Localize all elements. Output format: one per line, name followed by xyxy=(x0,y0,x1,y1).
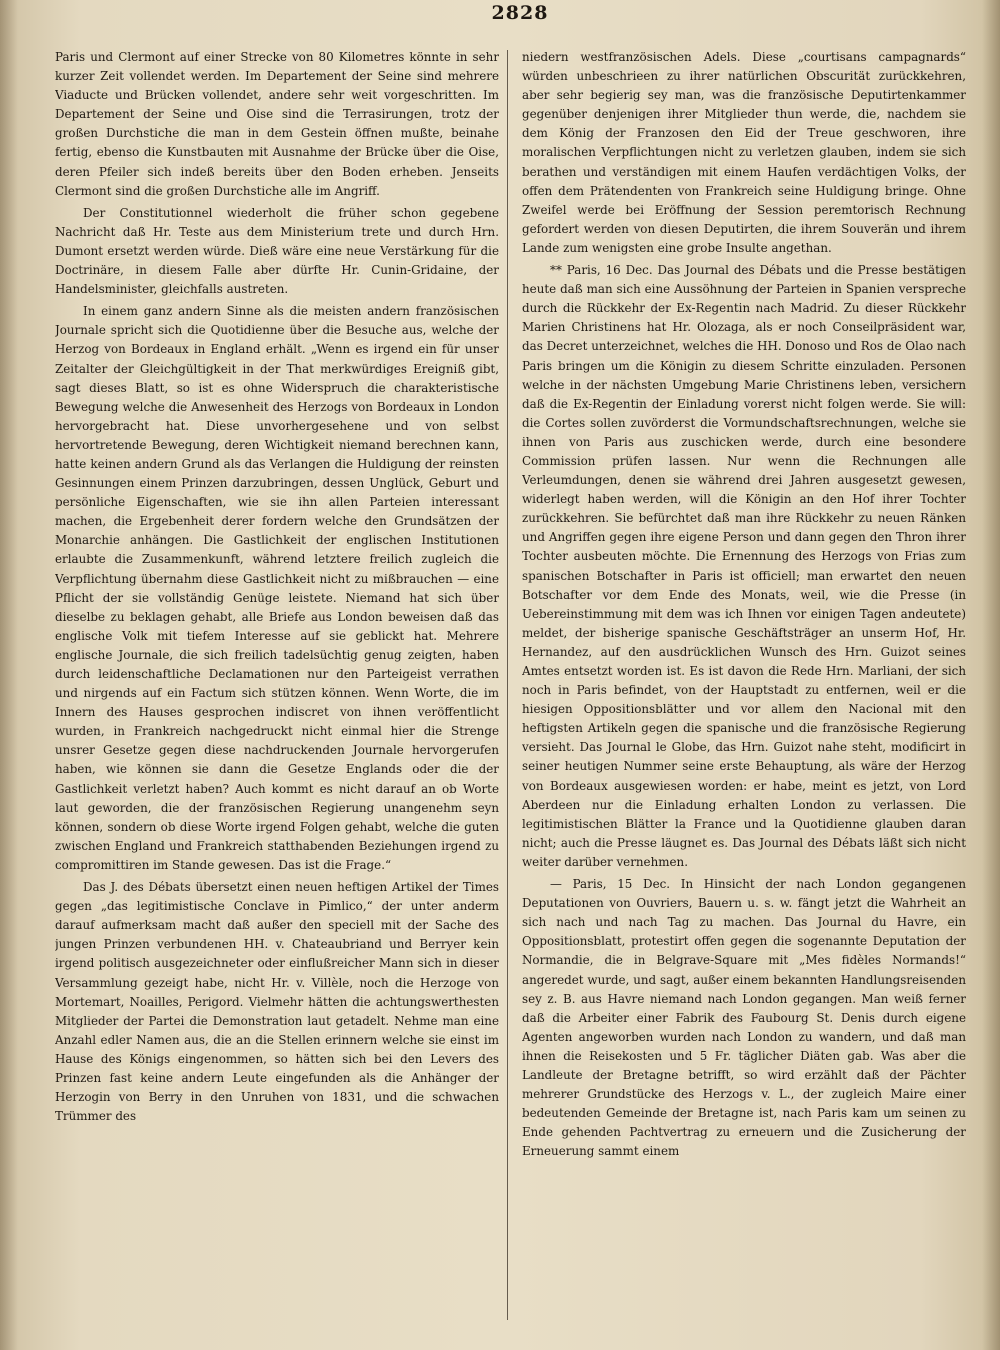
column-divider xyxy=(507,50,508,1320)
article-paragraph: In einem ganz andern Sinne als die meisten andern französischen Journale spricht sich die Quotidienne über die Besuche aus, welche der Herzog von Bordeaux in England erhält. „Wenn es irgend ein für unser Zeitalter der Gleichgültigkeit in der That merkwürdiges Ereigniß gibt, sagt dieses Blatt, so ist es ohne Widerspruch die charakteristische Bewegung welche die Anwesenheit des Herzogs von Bordeaux in London hervorgebracht hat. Diese unvorhergesehene und von selbst hervortretende Bewegung, deren Wichtigkeit niemand berechnen kann, hatte keinen andern Grund als das Verlangen die Huldigung der reinsten Gesinnungen einem Prinzen darzubringen, dessen Unglück, Geburt und persönliche Eigenschaften, wie sie ihn allen Parteien interessant machen, die Ergebenheit derer fordern welche den Grundsätzen der Monarchie anhängen. Die Gastlichkeit der englischen Institutionen erlaubte die Zusammenkunft, während letztere freilich zugleich die Verpflichtung übernahm diese Gastlichkeit nicht zu mißbrauchen — eine Pflicht der sie vollständig Genüge leistete. Niemand hat sich über dieselbe zu beklagen gehabt, alle Briefe aus London beweisen daß das englische Volk mit tiefem Interesse auf sie geblickt hat. Mehrere englische Journale, die sich freilich tadelsüchtig genug zeigten, haben durch leidenschaftliche Declamationen nur den Parteigeist verrathen und nirgends auf ein Factum sich stützen können. Wenn Worte, die im Innern des Hauses gesprochen indiscret von ihnen veröffentlicht wurden, in Frankreich nachgedruckt nicht einmal hier die Strenge unsrer Gesetze gegen diese nachdruckenden Journale hervorgerufen haben, wie können sie dann die Gesetze Englands oder die der Gastlichkeit verletzt haben? Auch kommt es nicht darauf an ob Worte laut geworden, die der französischen Regierung unangenehm seyn können, sondern ob diese Worte irgend Folgen gehabt, welche die guten zwischen England und Frankreich statthabenden Beziehungen irgend zu compromittiren im Stande gewesen. Das ist die Frage.“ xyxy=(55,304,499,872)
article-paragraph: Paris und Clermont auf einer Strecke von 80 Kilometres könnte in sehr kurzer Zeit vollendet werden. Im Departement der Seine sind mehrere Viaducte und Brücken vollendet, andere sehr weit vorgeschritten. Im Departement der Seine und Oise sind die Terrasirungen, trotz der großen Durchstiche die man in dem Gestein öffnen mußte, beinahe fertig, ebenso die Kunstbauten mit Ausnahme der Brücke über die Oise, deren Pfeiler sich indeß bereits über den Boden erheben. Jenseits Clermont sind die großen Durchstiche alle im Angriff. xyxy=(55,50,499,198)
page-number: 2828 xyxy=(491,2,549,24)
article-paragraph: ** Paris, 16 Dec. Das Journal des Débats und die Presse bestätigen heute daß man sich eine Aussöhnung der Parteien in Spanien verspreche durch die Rückkehr der Ex-Regentin nach Madrid. Zu dieser Rückkehr Marien Christinens hat Hr. Olozaga, als er noch Conseilpräsident war, das Decret unterzeichnet, welches die HH. Donoso und Ros de Olao nach Paris bringen um die Königin zu diesem Schritte einzuladen. Personen welche in der nächsten Umgebung Marie Christinens leben, versichern daß die Ex-Regentin der Einladung vorerst nicht folgen werde. Sie will: die Cortes sollen zuvörderst die Vormundschaftsrechnungen, welche sie ihnen von Paris aus zuschicken werde, durch eine besondere Commission prüfen lassen. Nur wenn die Rechnungen alle Verleumdungen, denen sie während drei Jahren ausgesetzt gewesen, widerlegt haben werden, will die Königin an den Hof ihrer Tochter zurückkehren. Sie befürchtet daß man ihre Rückkehr zu neuen Ränken und Angriffen gegen ihre eigene Person und dann gegen den Thron ihrer Tochter ausbeuten möchte. Die Ernennung des Herzogs von Frias zum spanischen Botschafter in Paris ist officiell; man erwartet den neuen Botschafter vor dem Ende des Monats, weil, wie die Presse (in Uebereinstimmung mit dem was ich Ihnen vor einigen Tagen andeutete) meldet, der bisherige spanische Geschäftsträger an unserm Hof, Hr. Hernandez, auf den ausdrücklichen Wunsch des Hrn. Guizot seines Amtes entsetzt worden ist. Es ist davon die Rede Hrn. Marliani, der sich noch in Paris befindet, von der Hauptstadt zu entfernen, weil er die hiesigen Oppositionsblätter und vor allem den Nacional mit den heftigsten Artikeln gegen die spanische und die französische Regierung versieht. Das Journal le Globe, das Hrn. Guizot nahe steht, modificirt in seiner heutigen Nummer seine erste Behauptung, als wäre der Herzog von Bordeaux ausgewiesen worden: er habe, meint es jetzt, von Lord Aberdeen nur die Einladung erhalten London zu verlassen. Die legitimistischen Blätter la France und la Quotidienne glauben daran nicht; auch die Presse läugnet es. Das Journal des Débats läßt sich nicht weiter darüber vernehmen. xyxy=(522,263,966,869)
page-edge-shadow-left xyxy=(0,0,18,1350)
article-paragraph: Der Constitutionnel wiederholt die früher schon gegebene Nachricht daß Hr. Teste aus dem Ministerium trete und durch Hrn. Dumont ersetzt werden würde. Dieß wäre eine neue Verstärkung für die Doctrinäre, in diesem Falle aber dürfte Hr. Cunin-Gridaine, der Handelsminister, gleichfalls austreten. xyxy=(55,205,499,297)
article-paragraph: — Paris, 15 Dec. In Hinsicht der nach London gegangenen Deputationen von Ouvriers, Bauern u. s. w. fängt jetzt die Wahrheit an sich nach und nach Tag zu machen. Das Journal du Havre, ein Oppositionsblatt, protestirt offen gegen die sogenannte Deputation der Normandie, die in Belgrave-Square mit „Mes fidèles Normands!“ angeredet wurde, und sagt, außer einem bekannten Handlungsreisenden sey z. B. aus Havre niemand nach London gegangen. Man weiß ferner daß die Arbeiter einer Fabrik des Faubourg St. Denis durch eigene Agenten angeworben wurden nach London zu wandern, und daß man ihnen die Reisekosten und 5 Fr. täglicher Diäten gab. Was aber die Landleute der Bretagne betrifft, so wird erzählt daß der Pächter mehrerer Grundstücke des Herzogs v. L., der zugleich Maire einer bedeutenden Gemeinde der Bretagne ist, nach Paris kam um seinen zu Ende gehenden Pachtvertrag zu erneuern und die Zusicherung der Erneuerung sammt einem xyxy=(522,877,966,1159)
left-column xyxy=(55,48,499,1328)
right-column xyxy=(522,48,966,1328)
article-paragraph: Das J. des Débats übersetzt einen neuen heftigen Artikel der Times gegen „das legitimistische Conclave in Pimlico,“ der unter anderm darauf aufmerksam macht daß außer den speciell mit der Sache des jungen Prinzen verbundenen HH. v. Chateaubriand und Berryer kein irgend politisch ausgezeichneter oder einflußreicher Mann sich in dieser Versammlung gezeigt habe, nicht Hr. v. Villèle, noch die Herzoge von Mortemart, Noailles, Perigord. Vielmehr hätten die achtungswerthesten Mitglieder der Partei die Demonstration laut getadelt. Nehme man eine Anzahl edler Namen aus, die an die Stellen erinnern welche sie einst im Hause des Königs eingenommen, so hätten sich bei den Levers des Prinzen fast keine andern Leute eingefunden als die Anhänger der Herzogin von Berry in den Unruhen von 1831, und die schwachen Trümmer des xyxy=(55,880,499,1124)
article-paragraph: niedern westfranzösischen Adels. Diese „courtisans campagnards“ würden unbeschrieen zu ihrer natürlichen Obscurität zurückkehren, aber sehr begierig sey man, was die französische Deputirtenkammer gegenüber denjenigen ihrer Mitglieder thun werde, die, nachdem sie dem König der Franzosen den Eid der Treue geschworen, ihre moralischen Verpflichtungen nicht zu verletzen glauben, indem sie sich berathen und verständigen mit einem Haufen verdächtigen Volks, der offen dem Prätendenten von Frankreich seine Huldigung bringe. Ohne Zweifel werde bei Eröffnung der Session peremtorisch Rechnung gefordert werden von diesen Deputirten, die ihrem Souverän und ihrem Lande zum wenigsten eine grobe Insulte angethan. xyxy=(522,50,966,255)
page-edge-shadow-right xyxy=(982,0,1000,1350)
